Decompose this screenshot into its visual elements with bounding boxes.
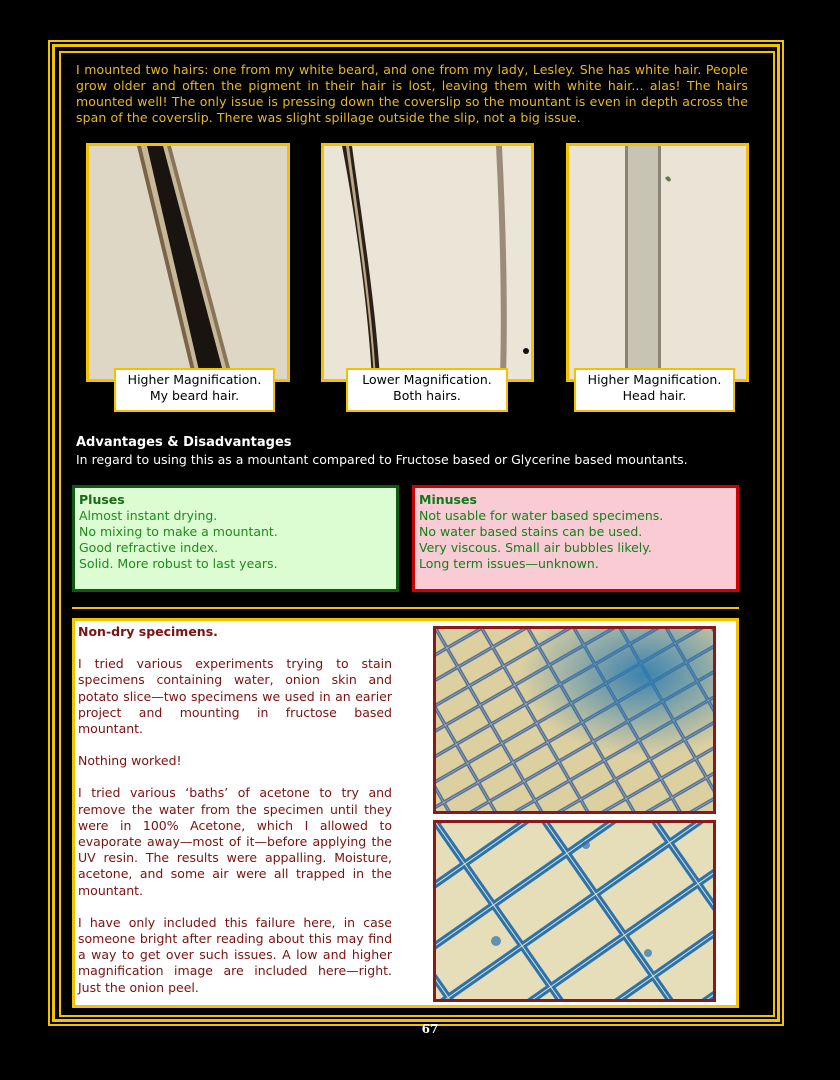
section-subtitle: In regard to using this as a mountant compared to Fructose based or Glycerine based mountants. bbox=[76, 452, 688, 467]
minus-item: No water based stains can be used. bbox=[419, 524, 643, 539]
caption-line: Lower Magnification. bbox=[362, 372, 492, 387]
panel-paragraph: I tried various ‘baths’ of acetone to try and remove the water from the specimen until they were in 100% Acetone, which I allowed to evaporate away—most of it—before applying the UV resin. The results were appalling. Moisture, acetone, and some air were all trapped in the mountant. bbox=[78, 785, 392, 898]
photo-caption bbox=[114, 368, 275, 412]
onion-high-mag-photo bbox=[433, 820, 716, 1002]
onion-low-mag-photo bbox=[433, 626, 716, 814]
minus-item: Long term issues—unknown. bbox=[419, 556, 599, 571]
non-dry-text bbox=[78, 624, 392, 1012]
page-number: 67 bbox=[421, 1022, 439, 1036]
minuses-box bbox=[412, 485, 739, 592]
caption-line: Both hairs. bbox=[393, 388, 461, 403]
plus-item: Almost instant drying. bbox=[79, 508, 218, 523]
panel-paragraph: I have only included this failure here, in case someone bright after reading about this may find a way to get over such issues. A low and higher magnification image are included here—right. Just the onion peel. bbox=[78, 914, 392, 995]
both-hairs-photo bbox=[321, 143, 534, 382]
minus-item: Not usable for water based specimens. bbox=[419, 508, 664, 523]
panel-title: Non-dry specimens. bbox=[78, 624, 218, 639]
plus-item: No mixing to make a mountant. bbox=[79, 524, 278, 539]
minus-item: Very viscous. Small air bubbles likely. bbox=[419, 540, 652, 555]
caption-line: Higher Magnification. bbox=[587, 372, 722, 387]
section-title: Advantages & Disadvantages bbox=[76, 435, 292, 450]
minuses-title: Minuses bbox=[419, 492, 477, 507]
caption-line: Higher Magnification. bbox=[127, 372, 262, 387]
beard-hair-photo bbox=[86, 143, 290, 382]
section-divider bbox=[72, 607, 739, 609]
pluses-box bbox=[72, 485, 399, 592]
photo-caption bbox=[346, 368, 508, 412]
panel-paragraph: Nothing worked! bbox=[78, 753, 182, 769]
head-hair-photo bbox=[566, 143, 749, 382]
photo-caption bbox=[574, 368, 735, 412]
plus-item: Solid. More robust to last years. bbox=[79, 556, 278, 571]
caption-line: My beard hair. bbox=[149, 388, 240, 403]
caption-line: Head hair. bbox=[622, 388, 687, 403]
plus-item: Good refractive index. bbox=[79, 540, 219, 555]
intro-paragraph: I mounted two hairs: one from my white beard, and one from my lady, Lesley. She has white hair. People grow older and often the pigment in their hair is lost, leaving them with white hair... alas! The hairs mounted well! The only issue is pressing down the coverslip so the mountant is even in depth across the span of the coverslip. There was slight spillage outside the slip, not a big issue. bbox=[76, 62, 748, 125]
pluses-title: Pluses bbox=[79, 492, 125, 507]
panel-paragraph: I tried various experiments trying to stain specimens containing water, onion skin and potato slice—two specimens we used in an earier project and mounting in fructose based mountant. bbox=[78, 656, 392, 737]
